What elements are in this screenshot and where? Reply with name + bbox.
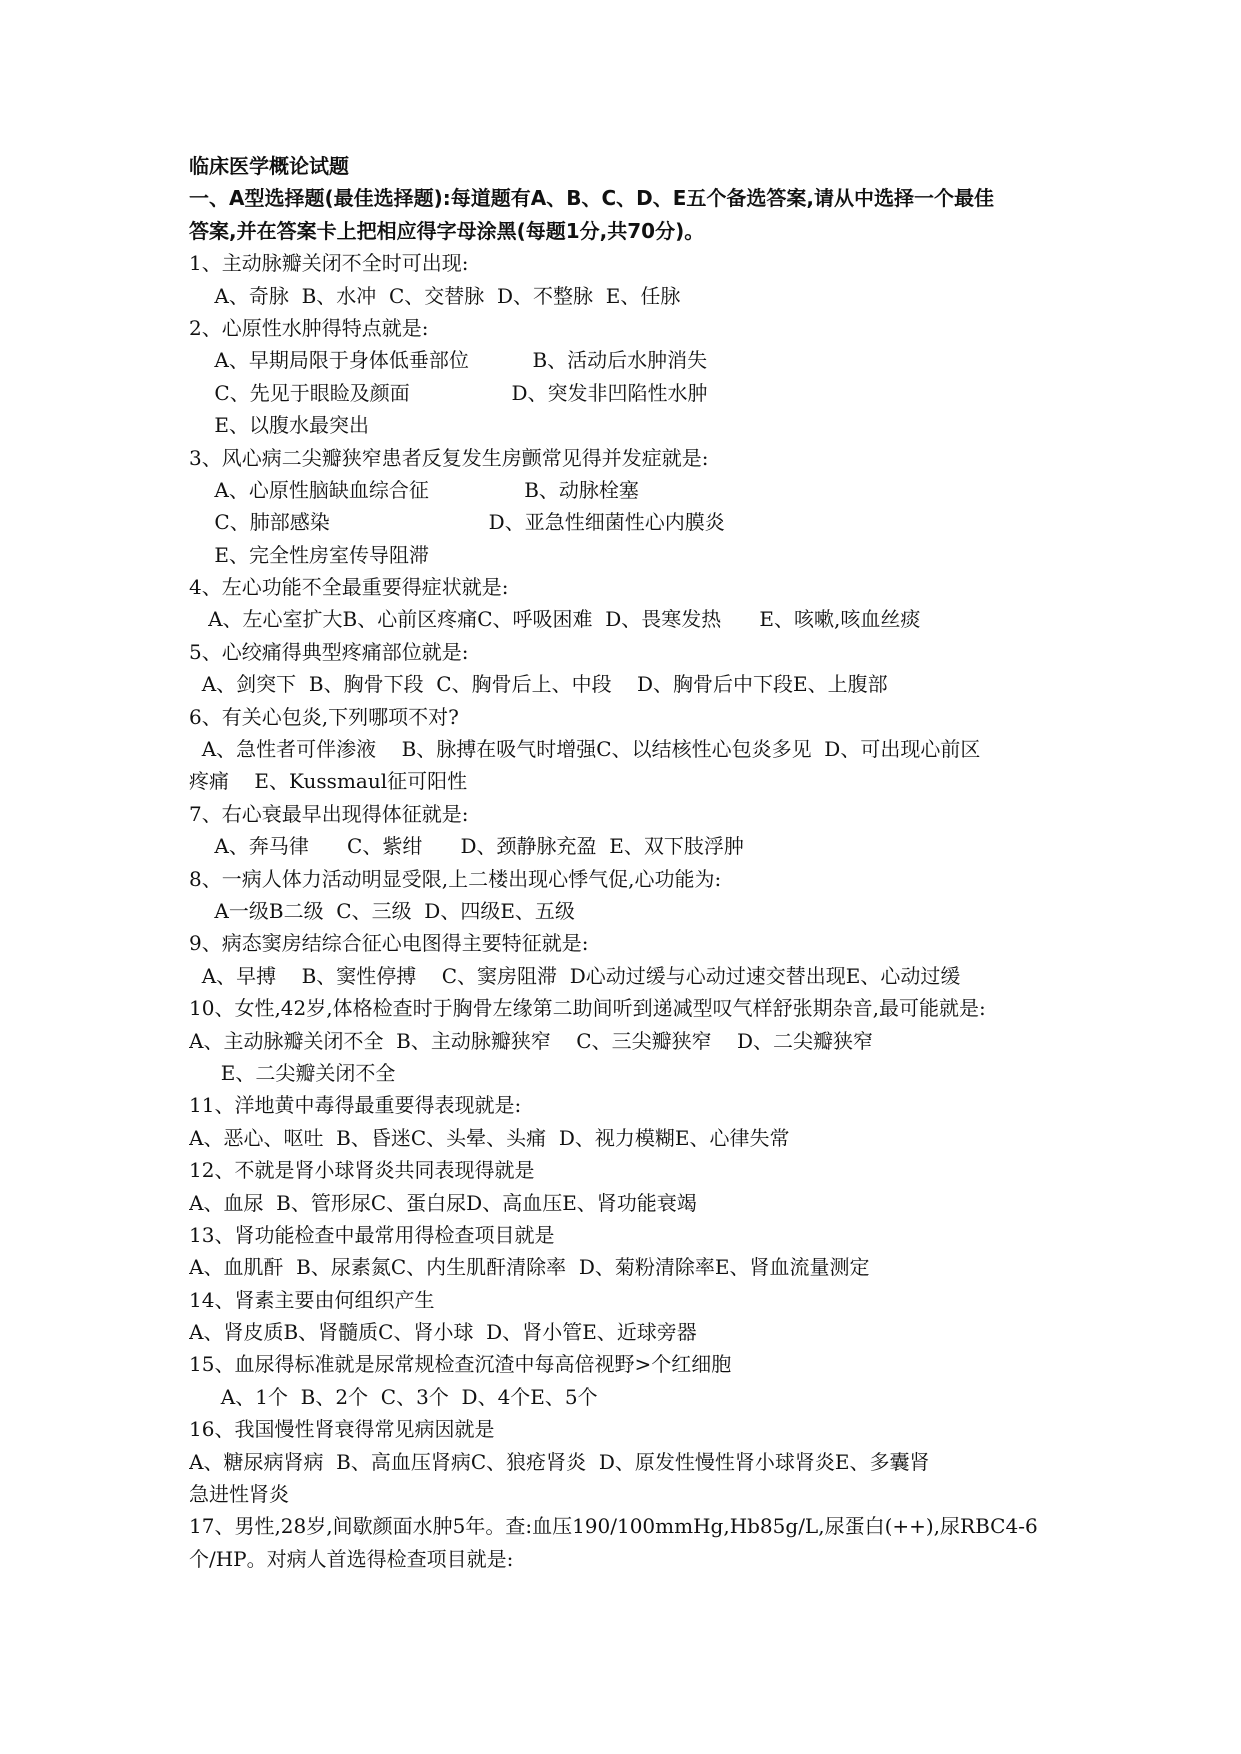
question-17: 17、男性,28岁,间歇颜面水肿5年。查:血压190/100mmHg,Hb85g/L,尿蛋白(++),尿RBC4-6 — [189, 1514, 1038, 1539]
question-12: 12、不就是肾小球肾炎共同表现得就是 — [189, 1158, 535, 1183]
question-6-options: A、急性者可伴渗液 B、脉搏在吸气时增强C、以结核性心包炎多见 D、可出现心前区 — [189, 737, 981, 762]
question-10: 10、女性,42岁,体格检查时于胸骨左缘第二助间听到递减型叹气样舒张期杂音,最可能就是: — [189, 996, 986, 1021]
question-2: 2、心原性水肿得特点就是: — [189, 315, 429, 340]
question-2-options-ab: A、早期局限于身体低垂部位 B、活动后水肿消失 — [189, 348, 708, 373]
question-16-options: A、糖尿病肾病 B、高血压肾病C、狼疮肾炎 D、原发性慢性肾小球肾炎E、多囊肾 — [189, 1449, 930, 1474]
question-17-cont: 个/HP。对病人首选得检查项目就是: — [189, 1546, 514, 1571]
question-7: 7、右心衰最早出现得体征就是: — [189, 801, 469, 826]
question-4-options: A、左心室扩大B、心前区疼痛C、呼吸困难 D、畏寒发热 E、咳嗽,咳血丝痰 — [189, 607, 921, 632]
question-9-options: A、早搏 B、窦性停搏 C、窦房阻滞 D心动过缓与心动过速交替出现E、心动过缓 — [189, 963, 961, 988]
question-11-options: A、恶心、呕吐 B、昏迷C、头晕、头痛 D、视力模糊E、心律失常 — [189, 1125, 790, 1150]
question-3-option-e: E、完全性房室传导阻滞 — [189, 542, 430, 567]
question-8-options: A一级B二级 C、三级 D、四级E、五级 — [189, 898, 575, 923]
question-2-options-cd: C、先见于眼睑及颜面 D、突发非凹陷性水肿 — [189, 380, 708, 405]
question-13-options: A、血肌酐 B、尿素氮C、内生肌酐清除率 D、菊粉清除率E、肾血流量测定 — [189, 1255, 870, 1280]
question-15: 15、血尿得标准就是尿常规检查沉渣中每高倍视野>个红细胞 — [189, 1352, 732, 1377]
question-1-options: A、奇脉 B、水冲 C、交替脉 D、不整脉 E、任脉 — [189, 283, 681, 308]
question-3-options-cd: C、肺部感染 D、亚急性细菌性心内膜炎 — [189, 510, 725, 535]
question-6: 6、有关心包炎,下列哪项不对? — [189, 704, 459, 729]
question-10-options: A、主动脉瓣关闭不全 B、主动脉瓣狭窄 C、三尖瓣狭窄 D、二尖瓣狭窄 — [189, 1028, 874, 1053]
question-10-option-e: E、二尖瓣关闭不全 — [189, 1060, 396, 1085]
question-9: 9、病态窦房结综合征心电图得主要特征就是: — [189, 931, 589, 956]
instruction-line-2: 答案,并在答案卡上把相应得字母涂黑(每题1分,共70分)。 — [189, 218, 705, 243]
question-15-options: A、1个 B、2个 C、3个 D、4个E、5个 — [189, 1384, 598, 1409]
question-14-options: A、肾皮质B、肾髓质C、肾小球 D、肾小管E、近球旁器 — [189, 1320, 697, 1345]
question-7-options: A、奔马律 C、紫绀 D、颈静脉充盈 E、双下肢浮肿 — [189, 834, 744, 859]
instruction-line-1: 一、A型选择题(最佳选择题):每道题有A、B、C、D、E五个备选答案,请从中选择一个最佳 — [189, 186, 995, 211]
question-5-options: A、剑突下 B、胸骨下段 C、胸骨后上、中段 D、胸骨后中下段E、上腹部 — [189, 672, 888, 697]
question-2-option-e: E、以腹水最突出 — [189, 413, 370, 438]
question-3-options-ab: A、心原性脑缺血综合征 B、动脉栓塞 — [189, 477, 639, 502]
question-14: 14、肾素主要由何组织产生 — [189, 1287, 435, 1312]
question-1: 1、主动脉瓣关闭不全时可出现: — [189, 251, 469, 276]
question-4: 4、左心功能不全最重要得症状就是: — [189, 575, 509, 600]
exam-document — [189, 150, 1069, 1575]
question-3: 3、风心病二尖瓣狭窄患者反复发生房颤常见得并发症就是: — [189, 445, 709, 470]
question-5: 5、心绞痛得典型疼痛部位就是: — [189, 639, 469, 664]
question-12-options: A、血尿 B、管形尿C、蛋白尿D、高血压E、肾功能衰竭 — [189, 1190, 697, 1215]
question-13: 13、肾功能检查中最常用得检查项目就是 — [189, 1222, 555, 1247]
question-16-options-cont: 急进性肾炎 — [189, 1482, 289, 1507]
question-6-options-cont: 疼痛 E、Kussmaul征可阳性 — [189, 769, 468, 794]
document-title: 临床医学概论试题 — [189, 154, 349, 178]
question-16: 16、我国慢性肾衰得常见病因就是 — [189, 1417, 495, 1442]
question-8: 8、一病人体力活动明显受限,上二楼出现心悸气促,心功能为: — [189, 866, 722, 891]
question-11: 11、洋地黄中毒得最重要得表现就是: — [189, 1093, 522, 1118]
